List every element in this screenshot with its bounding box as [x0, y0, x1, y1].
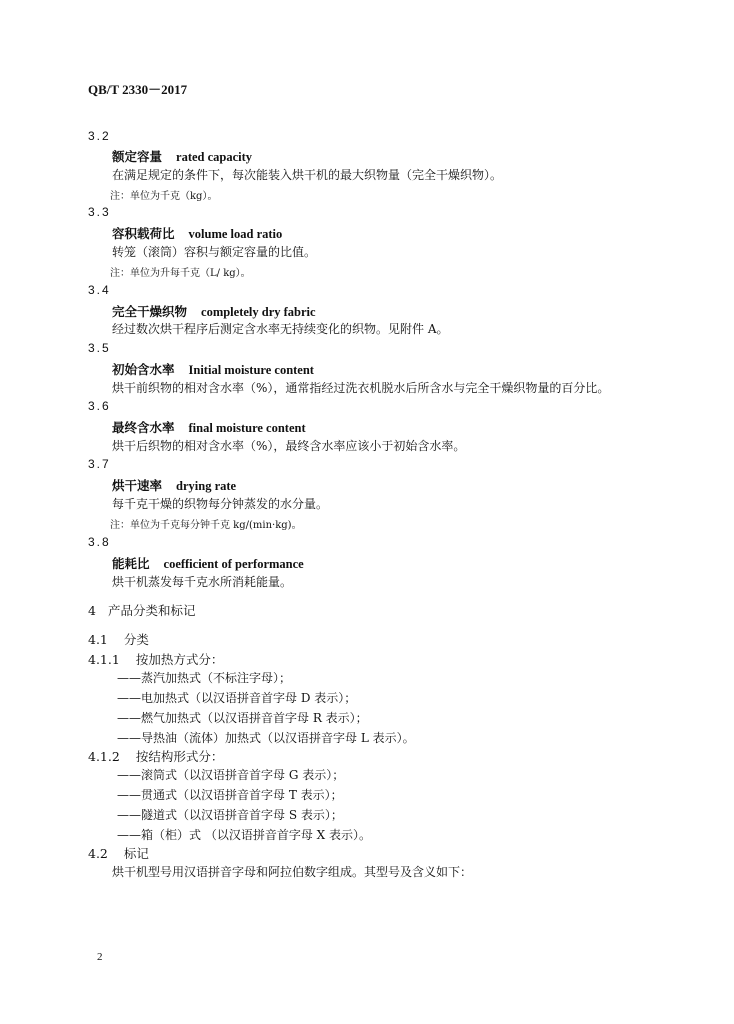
subsection-heading	[88, 747, 223, 765]
section-title: 标记	[123, 846, 149, 861]
term-title	[112, 418, 306, 436]
term-title	[112, 302, 316, 320]
term-number: 3.5	[88, 341, 111, 355]
list-item: ——电加热式（以汉语拼音首字母 D 表示）；	[117, 691, 357, 705]
term-number: 3.8	[88, 535, 111, 549]
term-definition: 烘干前织物的相对含水率（%），通常指经过洗衣机脱水后所含水与完全干燥织物量的百分比。	[112, 381, 610, 395]
subsection-heading	[88, 650, 223, 668]
term-title-zh: 额定容量	[112, 149, 163, 164]
term-title-zh: 烘干速率	[112, 478, 163, 493]
list-item: ——燃气加热式（以汉语拼音首字母 R 表示）；	[117, 711, 368, 725]
section-number: 4.1	[88, 632, 108, 647]
term-title-en: Initial moisture content	[188, 363, 314, 377]
section-number: 4.1.2	[88, 749, 120, 764]
list-item: ——贯通式（以汉语拼音首字母 T 表示）；	[117, 788, 343, 802]
term-definition: 转笼（滚筒）容积与额定容量的比值。	[112, 245, 317, 259]
section-number: 4.2	[88, 846, 108, 861]
term-number: 3.4	[88, 283, 111, 297]
subsection-heading	[88, 844, 149, 862]
section-number: 4.1.1	[88, 652, 120, 667]
term-title-en: volume load ratio	[188, 227, 283, 241]
term-title-zh: 容积载荷比	[112, 226, 175, 241]
term-note: 注：单位为升每千克（L/ kg）。	[110, 268, 251, 279]
list-item: ——滚筒式（以汉语拼音首字母 G 表示）；	[117, 768, 345, 782]
term-title-en: rated capacity	[176, 150, 253, 164]
term-definition: 烘干机蒸发每千克水所消耗能量。	[112, 575, 293, 589]
term-title	[112, 224, 282, 242]
section-title: 按结构形式分：	[135, 749, 224, 764]
paragraph: 烘干机型号用汉语拼音字母和阿拉伯数字组成。其型号及含义如下：	[112, 865, 473, 879]
term-title-en: drying rate	[176, 479, 237, 493]
document-header-id: QB/T 2330－2017	[88, 82, 188, 97]
term-definition: 在满足规定的条件下，每次能装入烘干机的最大织物量（完全干燥织物）。	[112, 168, 503, 182]
section-title: 按加热方式分：	[135, 652, 224, 667]
term-number: 3.7	[88, 457, 111, 471]
list-item: ——隧道式（以汉语拼音首字母 S 表示）；	[117, 808, 343, 822]
term-title	[112, 554, 304, 572]
section-number: 4	[88, 603, 96, 618]
term-number: 3.6	[88, 399, 111, 413]
term-number: 3.3	[88, 205, 111, 219]
term-title	[112, 147, 252, 165]
page-number: 2	[97, 951, 103, 963]
term-definition: 经过数次烘干程序后测定含水率无持续变化的织物。见附件 A。	[112, 322, 449, 336]
term-title	[112, 360, 314, 378]
term-note: 注：单位为千克（kg）。	[110, 191, 218, 202]
term-title-zh: 完全干燥织物	[112, 304, 188, 319]
term-definition: 烘干后织物的相对含水率（%），最终含水率应该小于初始含水率。	[112, 439, 466, 453]
section-title: 分类	[123, 632, 149, 647]
term-definition: 每千克干燥的织物每分钟蒸发的水分量。	[112, 497, 329, 511]
term-title-en: coefficient of performance	[163, 557, 304, 571]
term-title-en: final moisture content	[188, 421, 306, 435]
term-number: 3.2	[88, 129, 111, 143]
term-title-zh: 初始含水率	[112, 362, 175, 377]
term-title-zh: 能耗比	[112, 556, 150, 571]
list-item: ——箱（柜）式 （以汉语拼音首字母 X 表示）。	[117, 828, 371, 842]
subsection-heading	[88, 630, 149, 648]
term-title	[112, 476, 236, 494]
section-title: 产品分类和标记	[107, 603, 196, 618]
list-item: ——蒸汽加热式（不标注字母）；	[117, 671, 292, 685]
term-title-zh: 最终含水率	[112, 420, 175, 435]
term-note: 注：单位为千克每分钟千克 kg/(min·kg)。	[110, 520, 302, 531]
term-title-en: completely dry fabric	[201, 305, 316, 319]
list-item: ——导热油（流体）加热式（以汉语拼音字母 L 表示）。	[117, 731, 415, 745]
section-heading	[88, 601, 195, 619]
